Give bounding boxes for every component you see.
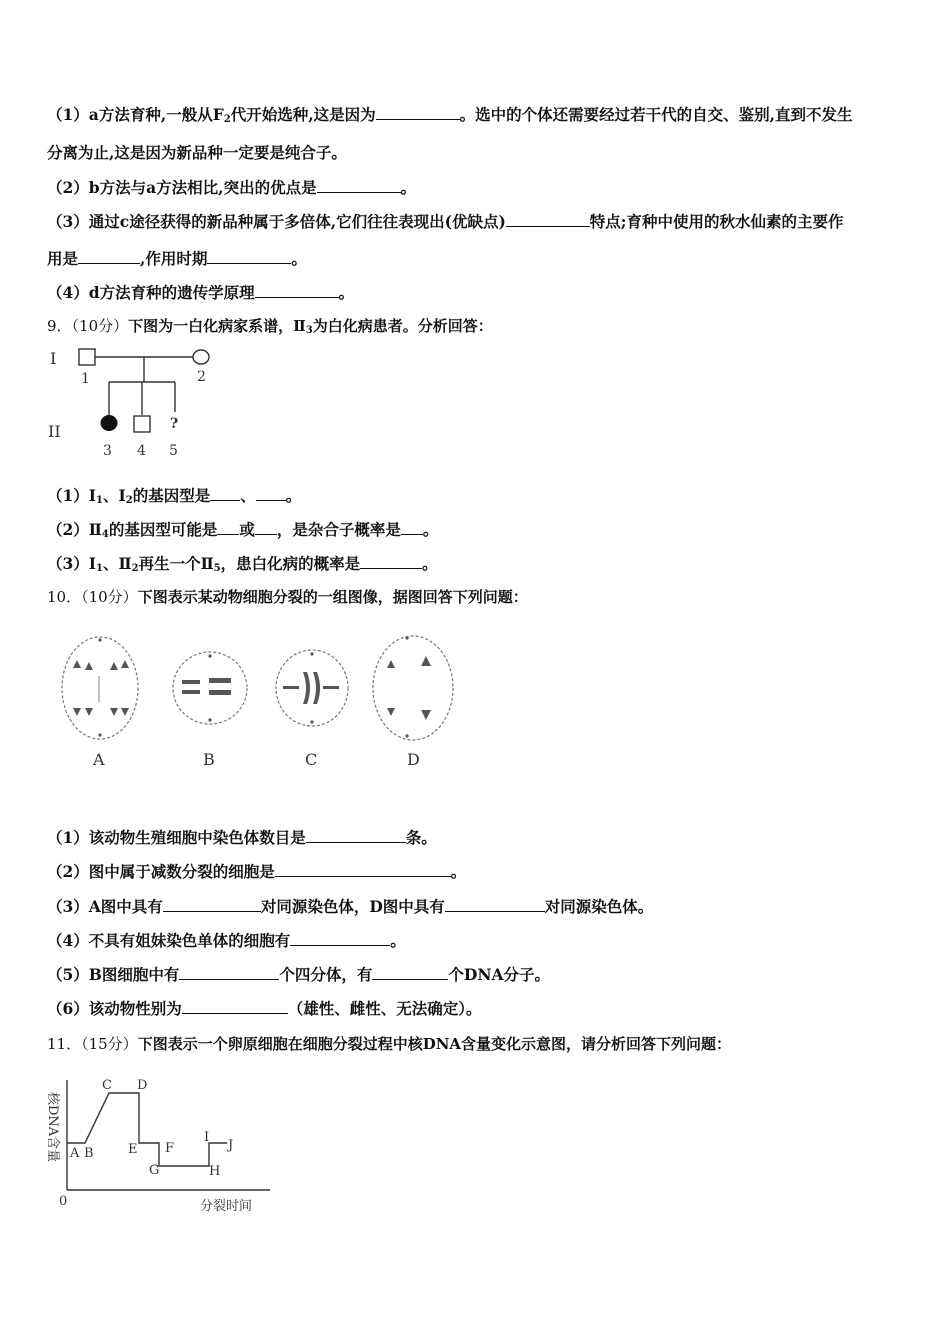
answer-blank[interactable] — [256, 486, 286, 501]
label-I1: 1 — [81, 371, 90, 387]
point-F: F — [165, 1141, 175, 1156]
point-J: J — [228, 1138, 234, 1153]
answer-blank[interactable] — [210, 486, 240, 501]
x-axis-label: 分裂时间 — [200, 1199, 253, 1214]
cell-C — [276, 650, 348, 726]
cell-division-figures — [55, 630, 465, 775]
answer-blank[interactable] — [182, 999, 288, 1014]
q10-part1: （1）该动物生殖细胞中染色体数目是 条。 — [47, 828, 437, 847]
answer-blank[interactable] — [445, 897, 545, 912]
pedigree-chart — [45, 342, 225, 467]
q10-part4: （4）不具有姐妹染色单体的细胞有 。 — [47, 931, 406, 950]
q8-part1-line2: 分离为止,这是因为新品种一定要是纯合子。 — [47, 143, 347, 162]
answer-blank[interactable] — [360, 554, 422, 569]
cell-label-C: C — [305, 750, 318, 769]
answer-blank[interactable] — [207, 249, 291, 264]
origin-label: 0 — [59, 1194, 68, 1209]
point-D: D — [137, 1078, 148, 1093]
point-G: G — [149, 1163, 160, 1178]
y-axis-label: 核DNA含量 — [45, 1092, 60, 1163]
answer-blank[interactable] — [179, 965, 279, 980]
cell-label-B: B — [203, 750, 215, 769]
q10-heading: 10．（10分）下图表示某动物细胞分裂的一组图像，据图回答下列问题： — [47, 588, 528, 606]
individual-II4-male — [134, 416, 150, 432]
point-H: H — [209, 1164, 221, 1179]
label-II5: 5 — [169, 443, 178, 459]
individual-I1-male — [79, 349, 95, 365]
answer-blank[interactable] — [306, 828, 406, 843]
point-A: A — [70, 1146, 80, 1161]
individual-II5-unknown: ? — [170, 416, 179, 432]
generation-1-label: I — [50, 349, 57, 368]
q9-part1: $(1)Ⅰ_1$、$Ⅰ_2$的基因型是 、 。 — [47, 486, 302, 506]
q9-part3: $(3)Ⅰ_1$、$Ⅱ_2$再生一个$Ⅱ_5$，患白化病的概率是 。 — [47, 554, 438, 574]
point-I: I — [204, 1130, 210, 1145]
cell-B — [173, 652, 247, 724]
q8-part4: （4）d方法育种的遗传学原理 。 — [47, 283, 355, 302]
label-I2: 2 — [197, 369, 206, 385]
q8-part3-line1: （3）通过c途径获得的新品种属于多倍体,它们往往表现出(优缺点) 特点;育种中使用的秋水仙素的主要作 — [47, 212, 844, 231]
q8-part3-line2: 用是 ,作用时期 。 — [47, 249, 307, 268]
label-II4: 4 — [137, 443, 146, 459]
q11-heading: 11．（15分）下图表示一个卵原细胞在细胞分裂过程中核DNA含量变化示意图，请分析回答下列问题： — [47, 1035, 732, 1053]
q8-part1-line1: （1）a方法育种,一般从$F_2$代开始选种,这是因为 。选中的个体还需要经过若干代的自交、鉴别,直到不发生 — [47, 105, 853, 125]
individual-II3-affected-female — [101, 415, 118, 431]
cell-label-D: D — [407, 750, 420, 769]
generation-2-label: II — [48, 422, 61, 441]
point-C: C — [102, 1078, 112, 1093]
label-II3: 3 — [103, 443, 112, 459]
answer-blank[interactable] — [506, 212, 590, 227]
q10-part6: （6）该动物性别为 （雄性、雌性、无法确定）。 — [47, 999, 482, 1018]
answer-blank[interactable] — [275, 862, 451, 877]
answer-blank[interactable] — [255, 520, 277, 535]
point-B: B — [84, 1146, 94, 1161]
answer-blank[interactable] — [290, 931, 390, 946]
answer-blank[interactable] — [317, 178, 401, 193]
answer-blank[interactable] — [217, 520, 239, 535]
point-E: E — [128, 1142, 138, 1157]
cell-A — [62, 637, 138, 739]
cell-D — [373, 636, 453, 740]
answer-blank[interactable] — [372, 965, 448, 980]
q10-part3: （3）A图中具有 对同源染色体，D图中具有 对同源染色体。 — [47, 897, 654, 916]
answer-blank[interactable] — [376, 105, 460, 120]
q9-heading: 9．（10分）下图为一白化病家系谱，$Ⅱ_3$为白化病患者。分析回答： — [47, 317, 493, 336]
q10-part2: （2）图中属于减数分裂的细胞是 。 — [47, 862, 467, 881]
answer-blank[interactable] — [163, 897, 261, 912]
individual-I2-female — [193, 350, 209, 364]
cell-label-A: A — [93, 750, 105, 769]
q10-part5: （5）B图细胞中有 个四分体，有 个DNA分子。 — [47, 965, 551, 984]
q9-part2: $(2)Ⅱ_4$的基因型可能是 或 ，是杂合子概率是 。 — [47, 520, 439, 540]
answer-blank[interactable] — [401, 520, 423, 535]
answer-blank[interactable] — [78, 249, 140, 264]
dna-content-graph — [42, 1072, 282, 1217]
answer-blank[interactable] — [255, 283, 339, 298]
q8-part2: （2）b方法与a方法相比,突出的优点是 。 — [47, 178, 417, 197]
